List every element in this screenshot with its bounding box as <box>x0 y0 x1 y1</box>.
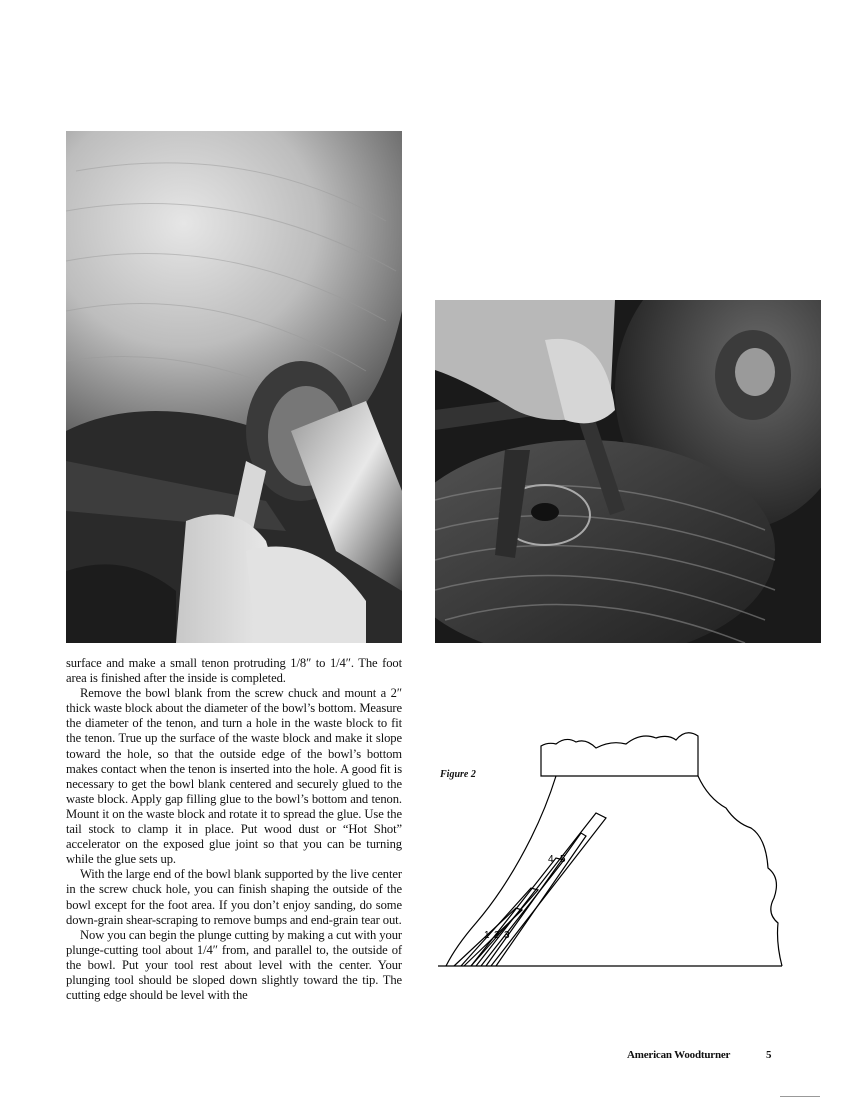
caliper-photo-image <box>435 300 821 643</box>
cut-number: 2 <box>494 930 500 941</box>
paragraph: Now you can begin the plunge cutting by making a cut with your plunge-cutting tool about 1/4″ from, and parallel to, the outside of the bowl. Put your tool rest about level with the center. Your plunging tool should be sloped down slightly toward the tip. The cutting edge should be level with the <box>66 927 402 1003</box>
photo-bowl-on-lathe <box>66 131 402 643</box>
figure-2-diagram <box>436 728 786 973</box>
photo-caliper-measuring-tenon <box>435 300 821 643</box>
waste-block <box>541 733 698 776</box>
paragraph: surface and make a small tenon protruding 1/8″ to 1/4″. The foot area is finished after the inside is completed. <box>66 656 402 686</box>
cut-number: 3 <box>504 930 510 941</box>
paragraph: With the large end of the bowl blank supported by the live center in the screw chuck hole, you can finish shaping the outside of the bowl except for the foot area. If you don’t enjoy sanding, do some down-grain shear-scraping to remove bumps and end-grain tear out. <box>66 867 402 927</box>
article-body <box>66 656 402 1003</box>
footer-rule <box>780 1096 820 1097</box>
cut-number: 4 <box>548 854 554 865</box>
cut-number: 5 <box>560 854 566 865</box>
publication-name: American Woodturner <box>627 1049 731 1061</box>
bowl-outline-left <box>446 776 556 966</box>
page-number: 5 <box>766 1049 772 1061</box>
tool-4 <box>486 833 586 966</box>
cut-number: 1 <box>484 930 490 941</box>
paragraph: Remove the bowl blank from the screw chuck and mount a 2″ thick waste block about the diameter of the bowl’s bottom. Measure the diameter of the tenon, and turn a hole in the waste block to fit the tenon. True up the surface of the waste block and make it slope toward the hole, so that the outside edge of the bowl’s bottom makes contact when the tenon is inserted into the hole. A good fit is necessary to get the bowl blank centered and securely glued to the waste block. Apply gap filling glue to the bowl’s bottom and tenon. Mount it on the waste block and rotate it to spread the glue. Use the tail stock to clamp it in place. Put wood dust or “Hot Shot” accelerator on the exposed glue joint so that you can be turning while the glue sets up. <box>66 686 402 867</box>
lathe-photo-image <box>66 131 402 643</box>
bowl-outline-right <box>698 776 782 966</box>
figure-label: Figure 2 <box>440 769 476 780</box>
